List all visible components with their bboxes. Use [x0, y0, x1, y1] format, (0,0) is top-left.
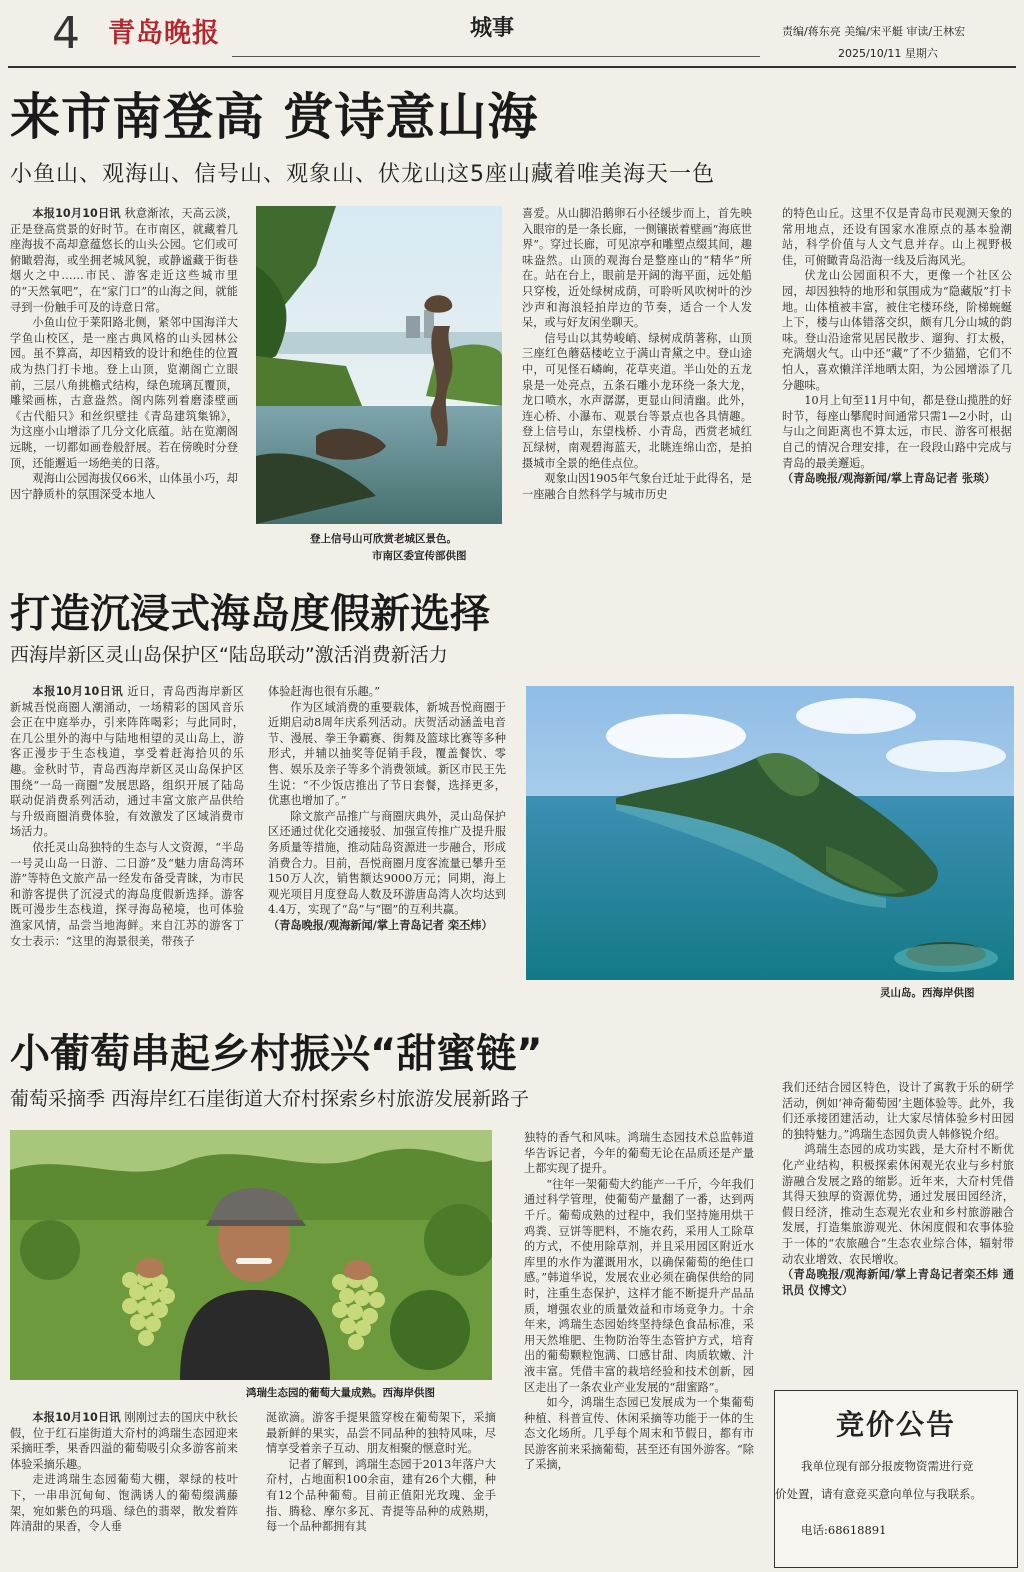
- auction-notice-line-2: 价处置，请有意竞买意向单位与我联系。: [775, 1487, 982, 1501]
- article3-title: 小葡萄串起乡村振兴“甜蜜链”: [10, 1031, 543, 1077]
- article3-photo-grape-farmer: [10, 1130, 492, 1380]
- article3-column-3: 独特的香气和风味。鸿瑞生态园技术总监韩道华告诉记者，今年的葡萄无论在品质还是产量上都实现了提升。 “往年一架葡萄大约能产一千斤，今年我们通过科学管理，使葡萄产量翻了一番，达到两千斤。葡萄成熟的过程中，我们坚持施用烘干鸡粪、豆饼等肥料，不施农药，采用人工除草的方式，不使用除草剂，并且采用园区附近水库里的水作为灌溉用水，以确保葡萄的绝佳口感。”韩道华说，发展农业必须在确保供给的同时，注重生态保护，这样才能不断提升产品品质，增强农业的质量效益和市场竞争力。十余年来，鸿瑞生态园始终坚持绿色食品标准，采用天然堆肥、生物防治等生态管护方式，培育出的葡萄颗粒饱满、口感甘甜、肉质软嫩、汁液丰富。凭借丰富的栽培经验和技术创新，园区走出了一条农业产业发展的“甜蜜路”。 如今，鸿瑞生态园已发展成为一个集葡萄种植、科普宣传、休闲采摘等功能于一体的生态文化场所。几乎每个周末和节假日，都有市民游客前来采摘葡萄，甚至还有国外游客。“除了采摘，: [524, 1131, 754, 1472]
- article2-lead: 本报10月10日讯: [32, 685, 124, 698]
- article2-column-2: 体验赶海也很有乐趣。” 作为区域消费的重要载体，新城吾悦商圈于近期启动8周年庆系列活动。庆贺活动涵盖电音节、漫展、拳王争霸赛、街舞及篮球比赛等多种形式，并辅以抽奖等促销手段，覆盖餐饮、零售、娱乐及亲子等多个消费领域。新区市民王先生说：“不少饭店推出了节日套餐，选择更多，优惠也增加了。” 除文旅产品推广与商圈庆典外，灵山岛保护区还通过优化交通接驳、加强宣传推广及提升服务质量等措施，推动陆岛资源进一步融合，形成消费合力。目前，吾悦商圈月度客流量已攀升至150万人次，销售额达9000万元；同期，海上观光项目月度登岛人数及环游唐岛湾人次均达到4.4万，实现了“岛”与“圈”的互利共赢。 （青岛晚报/观海新闻/掌上青岛记者 栾丕炜）: [268, 685, 506, 932]
- article3-byline: （青岛晚报/观海新闻/掌上青岛记者栾丕炜 通讯员 仪博文）: [782, 1268, 1014, 1297]
- article1-photo-caption: 登上信号山可欣赏老城区景色。: [310, 533, 457, 545]
- auction-notice-box: [774, 1390, 1018, 1568]
- article2-byline: （青岛晚报/观海新闻/掌上青岛记者 栾丕炜）: [268, 918, 493, 932]
- auction-notice-title: 竞价公告: [835, 1408, 956, 1441]
- article2-column-1: 本报10月10日讯 近日，青岛西海岸新区新城吾悦商圈人潮涌动，一场精彩的国风音乐会正在中庭举办，引来阵阵喝彩；与此同时，在几公里外的海中与陆地相望的灵山岛上，游客正漫步于生态栈道，享受着赶海拾贝的乐趣。金秋时节，青岛西海岸新区灵山岛保护区围绕“一岛一商圈”发展思路，组织开展了陆岛联动促消费系列活动，通过丰富文旅产品供给与升级商圈消费体验，有效激发了区域消费市场活力。 依托灵山岛独特的生态与人文资源，“半岛一号灵山岛一日游、二日游”及“魅力唐岛湾环游”等特色文旅产品一经发布备受青睐，为市民和游客提供了沉浸式的海岛度假新选择。游客既可漫步生态栈道，探寻海岛秘境，也可体验渔家风情，品尝当地海鲜。来自江苏的游客丁女士表示：“这里的海景很美，带孩子: [10, 685, 244, 948]
- article3-lead: 本报10月10日讯: [32, 1411, 121, 1424]
- editor-credits: 责编/蒋东亮 美编/宋平艇 审读/王林宏: [782, 25, 966, 38]
- article1-column-1: 本报10月10日讯 秋意渐浓，天高云淡，正是登高赏景的好时节。在市南区，就藏着几座海拔不高却意蕴悠长的山头公园。它们或可俯瞰碧海，或坐拥老城风貌，或静谧藏于街巷烟火之中……市民、游客走近这些城市里的“天然氧吧”，在“家门口”的山海之间，就能寻到一份触手可及的诗意日常。 小鱼山位于莱阳路北侧，紧邻中国海洋大学鱼山校区，是一座古典风格的山头园林公园。虽不算高，却因精致的设计和绝佳的位置成为热门打卡地。登上山顶，览潮阁亡立眼前，三层八角挑檐式结构，绿色琉璃瓦覆顶，雕梁画栋，古意盎然。阁内陈列着磨漆壁画《古代船只》和丝织壁挂《青岛建筑集锦》，为这座小山增添了几分文化底蕴。站在览潮阁远眺，一切都如画卷般舒展。若在傍晚时分登顶，还能邂逅一场绝美的日落。 观海山公园海拔仅66米，山体虽小巧，却因宁静质朴的氛围深受本地人: [10, 207, 238, 501]
- article1-photo-signal-hill: [256, 206, 502, 524]
- section-title: 城事: [470, 16, 515, 41]
- article2-photo-caption: 灵山岛。西海岸供图: [880, 987, 975, 999]
- article3-subtitle: 葡萄采摘季 西海岸红石崖街道大夼村探索乡村旅游发展新路子: [10, 1088, 530, 1110]
- article1-lead: 本报10月10日讯: [32, 207, 121, 220]
- header-rule: [8, 66, 1016, 68]
- article2-photo-lingshan-island: [526, 686, 1014, 980]
- article1-subtitle: 小鱼山、观海山、信号山、观象山、伏龙山这5座山藏着唯美海天一色: [10, 162, 715, 187]
- header-divider: [232, 56, 760, 57]
- article1-byline: （青岛晚报/观海新闻/掌上青岛记者 张琰）: [782, 472, 996, 486]
- article1-title: 来市南登高 赏诗意山海: [10, 88, 539, 146]
- article3-column-2: 涎欲滴。游客手提果篮穿梭在葡萄架下，采摘最新鲜的果实，品尝不同品种的独特风味，尽情享受着亲子互动、朋友相聚的惬意时光。 记者了解到，鸿瑞生态园于2013年落户大夼村，占地面积100余亩，建有26个大棚，种有12个品种葡萄。目前正值阳光玫瑰、金手指、腾稔、摩尔多瓦、青提等品种的成熟期，每一个品种都拥有其: [266, 1411, 496, 1534]
- article2-subtitle: 西海岸新区灵山岛保护区“陆岛联动”激活消费新活力: [10, 644, 448, 666]
- article2-title: 打造沉浸式海岛度假新选择: [10, 591, 490, 637]
- issue-date: 2025/10/11 星期六: [838, 47, 938, 60]
- newspaper-logo: 青岛晚报: [108, 18, 220, 49]
- article3-column-4: 我们还结合园区特色，设计了寓教于乐的研学活动，例如‘神奇葡萄园’主题体验等。此外，我们还承接团建活动，让大家尽情体验乡村田园的独特魅力。”鸿瑞生态园负责人韩修锐介绍。 鸿瑞生态园的成功实践，是大夼村不断优化产业结构，积极探索休闲观光农业与乡村旅游融合发展之路的缩影。近年来，大夼村凭借其得天独厚的资源优势，通过发展田园经济，假日经济，推动生态观光农业和乡村旅游融合发展，打造集旅游观光、休闲度假和农事体验于一体的“农旅融合”生态农业综合体，辐射带动农业增效、农民增收。 （青岛晚报/观海新闻/掌上青岛记者栾丕炜 通讯员 仪博文）: [782, 1081, 1014, 1297]
- article1-column-2: 喜爱。从山脚沿鹅卵石小径缓步而上，首先映入眼帘的是一条长廊，一侧镶嵌着壁画“海底世界”。穿过长廊，可见凉亭和雕塑点缀其间，趣味盎然。山顶的观海台是整座山的“精华”所在。站在台上，眼前是开阔的海平面，远处船只穿梭，近处绿树成荫，可聆听风吹树叶的沙沙声和海浪轻拍岸边的节奏，适合一个人发呆，或与好友闲坐聊天。 信号山以其势峻峭、绿树成荫著称，山顶三座红色蘑菇楼屹立于满山青黛之中。登山途中，可见怪石嶙峋，花草夹道。半山处的五龙泉是一处亮点，五条石雕小龙环绕一条大龙，龙口喷水，水声潺潺，更显山间清幽。此外，连心桥、小瀑布、观景台等景点也各具情趣。登上信号山，东望栈桥、小青岛，西赏老城红瓦绿树，南观碧海蓝天，北眺连绵山峦，是拍摄城市全景的绝佳点位。 观象山因1905年气象台迁址于此得名，是一座融合自然科学与城市历史: [522, 207, 752, 501]
- auction-notice-line-1: 我单位现有部分报废物资需进行竞: [801, 1459, 974, 1473]
- page-number: 4: [52, 8, 80, 59]
- article3-photo-caption: 鸿瑞生态园的葡萄大量成熟。西海岸供图: [246, 1387, 435, 1399]
- auction-notice-phone: 电话:68618891: [801, 1523, 887, 1537]
- article3-column-1: 本报10月10日讯 刚刚过去的国庆中秋长假，位于红石崖街道大夼村的鸿瑞生态园迎来采摘旺季，果香四溢的葡萄吸引众多游客前来体验采摘乐趣。 走进鸿瑞生态园葡萄大棚，翠绿的枝叶下，一串串沉甸甸、饱满诱人的葡萄缀满藤架，宛如紫色的玛瑙、绿色的翡翠，散发着阵阵清甜的果香，令人垂: [10, 1411, 238, 1534]
- article1-photo-credit: 市南区委宣传部供图: [372, 550, 467, 562]
- article1-column-3: 的特色山丘。这里不仅是青岛市民观测天象的常用地点，还设有国家水准原点的基本验潮站，科学价值与人文气息并存。山上视野极佳，可俯瞰青岛沿海一线及后海风光。 伏龙山公园面积不大，更像一个社区公园，却因独特的地形和氛围成为“隐藏版”打卡地。山体植被丰富，被住宅楼环绕，阶梯蜿蜒上下，楼与山体错落交织，颇有几分山城的韵味。登山沿途常见居民散步、遛狗、打太极，充满烟火气。山中还“藏”了不少猫猫，它们不怕人，喜欢懒洋洋地晒太阳，为公园增添了几分趣味。 10月上旬至11月中旬，都是登山揽胜的好时节，每座山攀爬时间通常只需1—2小时，山与山之间距离也不算太远，市民、游客可根据自己的情况合理安排，在一段段山路中完成与青岛的最美邂逅。 （青岛晚报/观海新闻/掌上青岛记者 张琰）: [782, 207, 1012, 486]
